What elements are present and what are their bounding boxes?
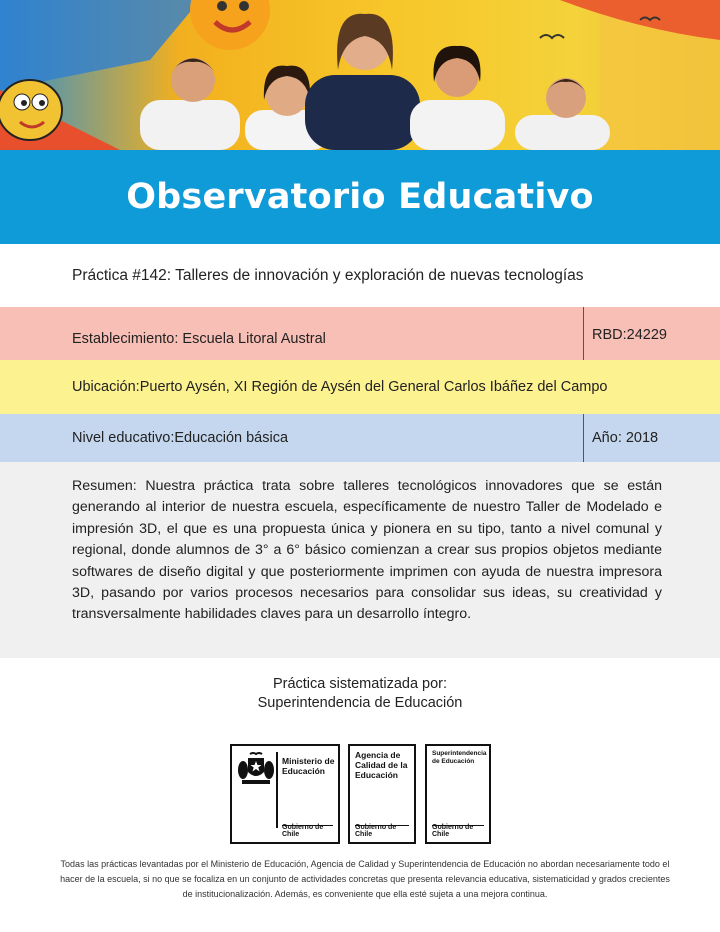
summary-text: Nuestra práctica trata sobre talleres tecnológicos innovadores que se están generando al interior de nuestra escuela, específicamente de nuestro Taller de Modelado e impresión 3D, el que es una propuesta única y pionera en su tipo, tanto a nivel comunal y regional, donde alumnos de 3° a 6° básico comienzan a crear sus propios objetos mediante softwares de diseño digital y que posteriormente imprimen con ayuda de nuestra impresora 3D, pasando por varios procesos necesarios para consolidar sus ideas, su creatividad y transversalmente habilidades claves para un desarrollo íntegro. — [72, 478, 662, 623]
agency-logo — [348, 744, 416, 844]
disclaimer-text: Todas las prácticas levantadas por el Ministerio de Educación, Agencia de Calidad y Superintendencia de Educación no abordan necesariamente todo el hacer de la escuela, si no que se focaliza en un conjunto de actividades concretas que presenta relevancia educativa, sistematicidad y grados crecientes de institucionalización. Además, es conveniente que ella esté sujeta a una mejora continua. — [60, 859, 670, 899]
header-photo — [0, 0, 720, 150]
superintendency-logo-text — [432, 750, 487, 766]
practice-title: Talleres de innovación y exploración de nuevas tecnologías — [171, 266, 584, 284]
establishment-cell — [0, 307, 583, 360]
level-value: Educación básica — [174, 430, 289, 446]
location-cell — [0, 360, 720, 414]
location-value: Puerto Aysén, XI Región de Aysén del General Carlos Ibáñez del Campo — [139, 379, 608, 395]
agency-logo-text — [355, 750, 407, 780]
superintendency-logo-line2: de Educación — [432, 758, 475, 765]
ministry-logo-text — [282, 756, 334, 776]
title-banner — [0, 150, 720, 244]
credit-section — [0, 676, 720, 711]
superintendency-logo — [425, 744, 491, 844]
government-logos — [0, 744, 720, 844]
practice-separator: : — [166, 266, 172, 284]
rbd-value: 24229 — [626, 327, 667, 343]
level-cell — [0, 414, 583, 462]
credit-heading: Práctica sistematizada por: — [272, 676, 448, 692]
logo-divider — [276, 752, 278, 828]
header-photo-illustration — [0, 0, 720, 150]
rbd-cell — [583, 307, 720, 360]
establishment-value: : Escuela Litoral Austral — [174, 330, 326, 347]
ministry-logo — [230, 744, 340, 844]
year-value: : 2018 — [617, 430, 659, 446]
establishment-row — [0, 307, 720, 360]
agency-logo-line1: Agencia de — [355, 750, 401, 760]
establishment-label: Establecimiento — [72, 330, 175, 347]
summary-label: Resumen: — [72, 478, 137, 494]
ministry-logo-line1: Ministerio de — [282, 756, 335, 766]
location-label: Ubicación: — [72, 379, 140, 395]
ministry-logo-line2: Educación — [282, 766, 325, 776]
superintendency-logo-footer: Gobierno de Chile — [432, 824, 474, 838]
practice-heading — [0, 244, 720, 307]
level-label: Nivel educativo: — [72, 430, 175, 446]
location-row — [0, 360, 720, 414]
practice-line — [72, 267, 584, 285]
year-cell — [583, 414, 720, 462]
superintendency-logo-line1: Superintendencia — [432, 750, 487, 757]
rbd-label: RBD: — [592, 327, 627, 343]
summary-section — [0, 462, 720, 658]
credit-organization: Superintendencia de Educación — [257, 695, 463, 711]
ministry-logo-footer: Gobierno de Chile — [282, 824, 324, 838]
chile-coat-of-arms-icon — [236, 752, 276, 788]
agency-logo-line3: Educación — [355, 770, 398, 780]
practice-label: Práctica #142 — [72, 266, 167, 284]
agency-logo-line2: Calidad de la — [355, 760, 408, 770]
agency-logo-footer: Gobierno de Chile — [355, 824, 397, 838]
summary-paragraph — [72, 476, 662, 626]
level-row — [0, 414, 720, 462]
page-title: Observatorio Educativo — [126, 177, 594, 217]
year-label: Año — [592, 430, 618, 446]
